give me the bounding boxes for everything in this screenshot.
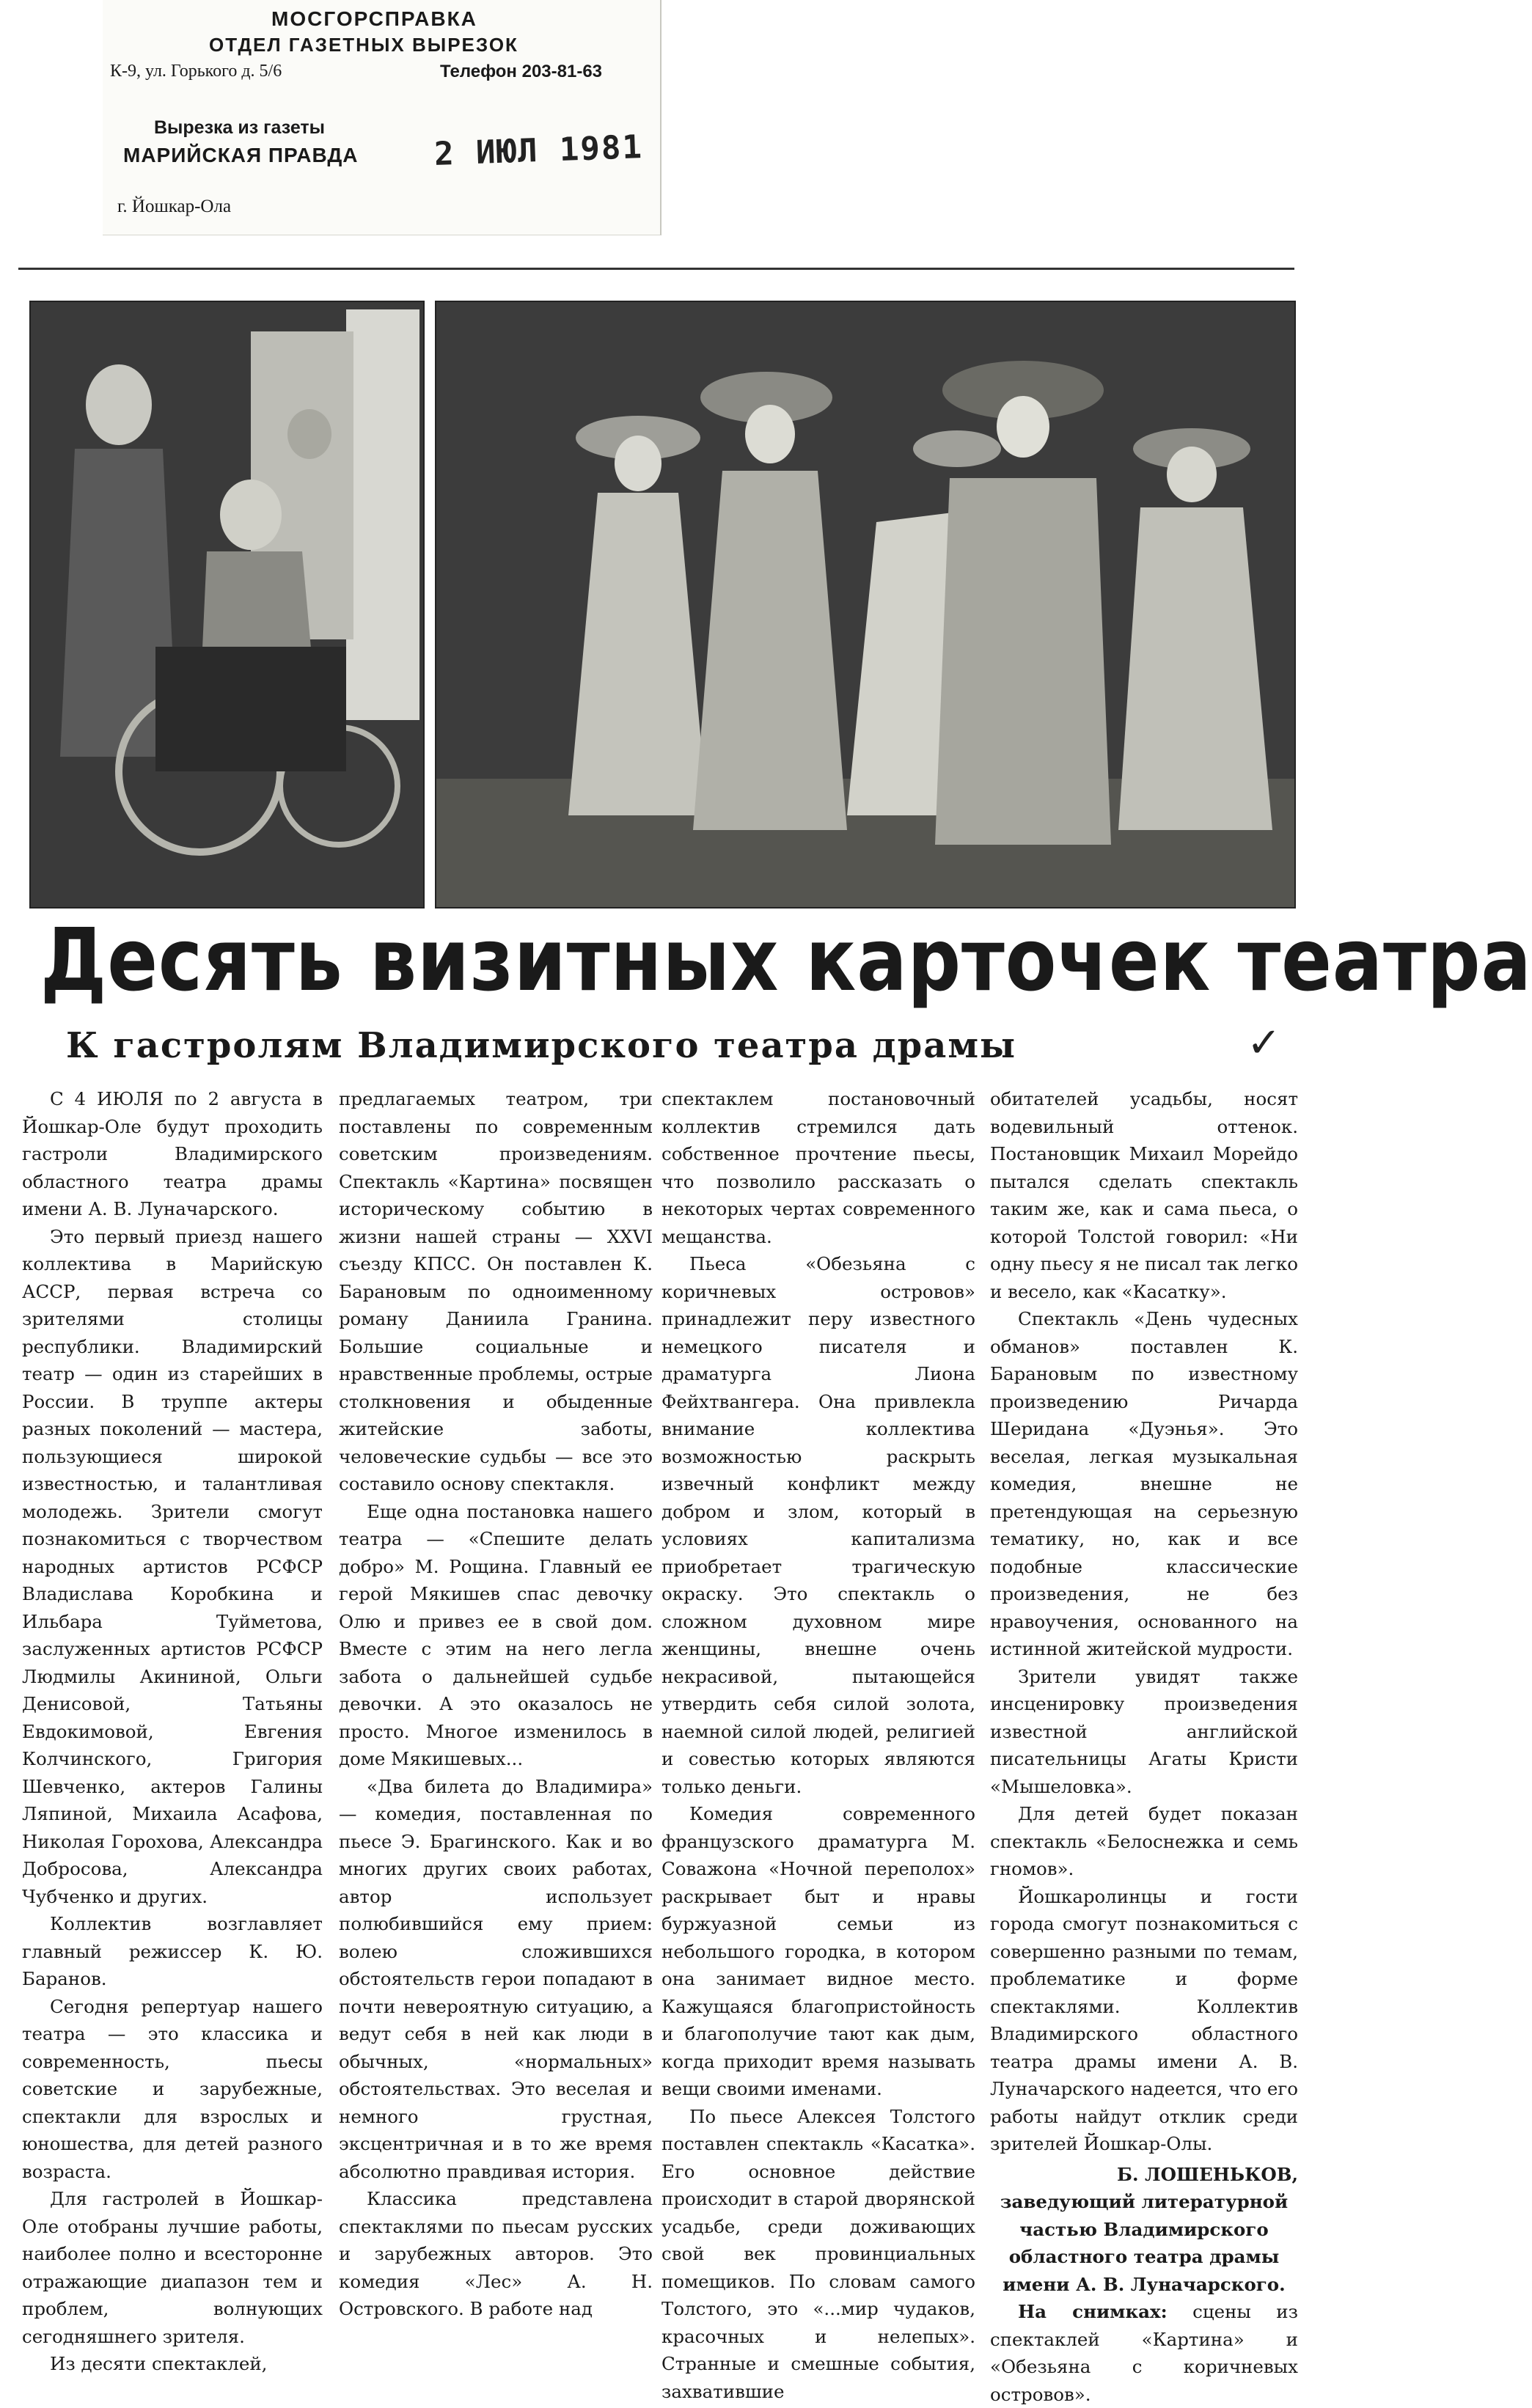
date-stamp: 2 ИЮЛ 1981 [433, 128, 644, 173]
paragraph: По пьесе Алексея Толстого поставлен спектакль «Касатка». Его основное действие происходит в старой дворянской усадьбе, среди доживающих свой век провинциальных помещиков. По словам самого Толстого, это «...мир чудаков, красочных и нелепых». Странные и смешные события, захватившие [661, 2105, 975, 2402]
paragraph: Классика представлена спектаклями по пьесам русских и зарубежных авторов. Это комедия «Лес» А. Н. Островского. В работе над [339, 2188, 653, 2319]
stage-photo-kartina [29, 301, 425, 908]
paragraph: Коллектив возглавляет главный режиссер К. Ю. Баранов. [22, 1913, 323, 1989]
author-title: заведующий литературной частью Владимирского областного театра драмы имени А. В. Луначарского. [1000, 2191, 1289, 2295]
text-column-1 [22, 1085, 323, 2378]
photo-caption [990, 2298, 1298, 2408]
text-column-2 [339, 1085, 653, 2323]
clipping-label: Вырезка из газеты [154, 117, 325, 138]
text-column-3 [661, 1085, 975, 2405]
paragraph: Для гастролей в Йошкар-Оле отобраны лучшие работы, наиболее полно и всесторонне отражающие диапазон тем и проблем, волнующих сегодняшнего зрителя. [22, 2188, 323, 2347]
paragraph: С 4 ИЮЛЯ по 2 августа в Йошкар-Оле будут проходить гастроли Владимирского областного театра драмы имени А. В. Луначарского. [22, 1088, 323, 1219]
article-subheadline: К гастролям Владимирского театра драмы [66, 1025, 1017, 1066]
paragraph: предлагаемых театром, три поставлены по современным советским произведениям. Спектакль «Картина» посвящен историческому событию в жизни нашей страны — XXVI съезду КПСС. Он поставлен К. Барановым по одноименному роману Даниила Гранина. Большие социальные и нравственные проблемы, острые столкновения и обыденные житейские заботы, человеческие судьбы — все это составило основу спектакля. [339, 1088, 653, 1494]
agency-address: К-9, ул. Горького д. 5/6 [110, 62, 282, 81]
paragraph: Еще одна постановка нашего театра — «Спешите делать добро» М. Рощина. Главный ее герой Мякишев спас девочку Олю и привез ее в свой дом. Вместе с этим на него легла забота о дальнейшей судьбе девочки. А это оказалось не просто. Многое изменилось в доме Мякишевых... [339, 1500, 653, 1769]
handwritten-check-mark: ✓ [1247, 1019, 1281, 1067]
clipping-service-slip [103, 0, 661, 235]
paragraph: спектаклем постановочный коллектив стремился дать собственное прочтение пьесы, что позволило рассказать о некоторых чертах современного мещанства. [661, 1088, 975, 1247]
paragraph: Сегодня репертуар нашего театра — это классика и современность, пьесы советские и зарубежные, спектакли для взрослых и юношества, для детей разного возраста. [22, 1995, 323, 2182]
paragraph: обитателей усадьбы, носят водевильный оттенок. Постановщик Михаил Морейдо пытался сделать спектакль таким же, как и сама пьеса, о которой Толстой говорил: «Ни одну пьесу я не писал так легко и весело, как «Касатку». [990, 1088, 1298, 1302]
department-name: ОТДЕЛ ГАЗЕТНЫХ ВЫРЕЗОК [209, 34, 518, 56]
paragraph: Пьеса «Обезьяна с коричневых островов» принадлежит перу известного немецкого писателя и драматурга Лиона Фейхтвангера. Она привлекла внимание коллектива возможностью раскрыть извечный конфликт между добром и злом, который в условиях капитализма приобретает трагическую окраску. Это спектакль о сложном духовном мире женщины, внешне очень некрасивой, пытающейся утвердить себя силой золота, наемной силой людей, религией и совестью которых являются только деньги. [661, 1253, 975, 1797]
paragraph: Для детей будет показан спектакль «Белоснежка и семь гномов». [990, 1803, 1298, 1879]
article-headline: Десять визитных карточек театра [40, 909, 1532, 1010]
agency-phone: Телефон 203-81-63 [440, 62, 603, 81]
photo-scene-2 [436, 302, 1294, 907]
paragraph: Из десяти спектаклей, [50, 2353, 268, 2374]
stage-photo-obezyana [435, 301, 1296, 908]
paragraph: Йошкаролинцы и гости города смогут познакомиться с совершенно разными по темам, проблематике и форме спектаклями. Коллектив Владимирского областного театра драмы имени А. В. Луначарского надеется, что его работы найдут отклик среди зрителей Йошкар-Олы. [990, 1885, 1298, 2154]
paragraph: Это первый приезд нашего коллектива в Марийскую АССР, первая встреча со зрителями столицы республики. Владимирский театр — один из старейших в России. В труппе актеры разных поколений — мастера, пользующиеся широкой известностью, и талантливая молодежь. Зрители смогут познакомиться с творчеством народных артистов РСФСР Владислава Коробкина и Ильбара Туйметова, заслуженных артистов РСФСР Людмилы Акининой, Ольги Денисовой, Татьяны Евдокимовой, Евгения Колчинского, Григория Шевченко, актеров Галины Ляпиной, Михаила Асафова, Николая Горохова, Александра Добросова, Александра Чубченко и других. [22, 1225, 323, 1907]
paragraph: Спектакль «День чудесных обманов» поставлен К. Барановым по известному произведению Ричарда Шеридана «Дуэнья». Это веселая, легкая музыкальная комедия, внешне не претендующая на серьезную тематику, но, как и все подобные классические произведения, не без нравоучения, основанного на истинной житейской мудрости. [990, 1308, 1298, 1659]
agency-name: МОСГОРСПРАВКА [271, 7, 477, 30]
photo-scene-1 [31, 302, 423, 907]
paragraph: «Два билета до Владимира» — комедия, поставленная по пьесе Э. Брагинского. Как и во многих других своих работах, автор использует полюбившийся ему прием: волею сложившихся обстоятельств герои попадают в почти невероятную ситуацию, а ведут себя в ней как люди в обычных, «нормальных» обстоятельствах. Это веселая и немного грустная, эксцентричная и в то же время абсолютно правдивая история. [339, 1775, 653, 2182]
paragraph: Зрители увидят также инсценировку произведения известной английской писательницы Агаты Кристи «Мышеловка». [990, 1665, 1298, 1797]
header-divider [18, 268, 1294, 270]
text-column-4 [990, 1085, 1298, 2408]
newspaper-name: МАРИЙСКАЯ ПРАВДА [123, 144, 359, 166]
photo-caption-text: сцены из спектаклей «Картина» и «Обезьяна с коричневых островов». [990, 2301, 1298, 2405]
paragraph: Комедия современного французского драматурга М. Соважона «Ночной переполох» раскрывает быт и нравы буржуазной семьи из небольшого городка, в котором она занимает видное место. Кажущаяся благопристойность и благополучие тают как дым, когда приходит время называть вещи своими именами. [661, 1803, 975, 2099]
newspaper-city: г. Йошкар-Ола [117, 197, 232, 216]
author-name: Б. ЛОШЕНЬКОВ, [1117, 2163, 1298, 2185]
photo-caption-label: На снимках: [1018, 2301, 1168, 2322]
